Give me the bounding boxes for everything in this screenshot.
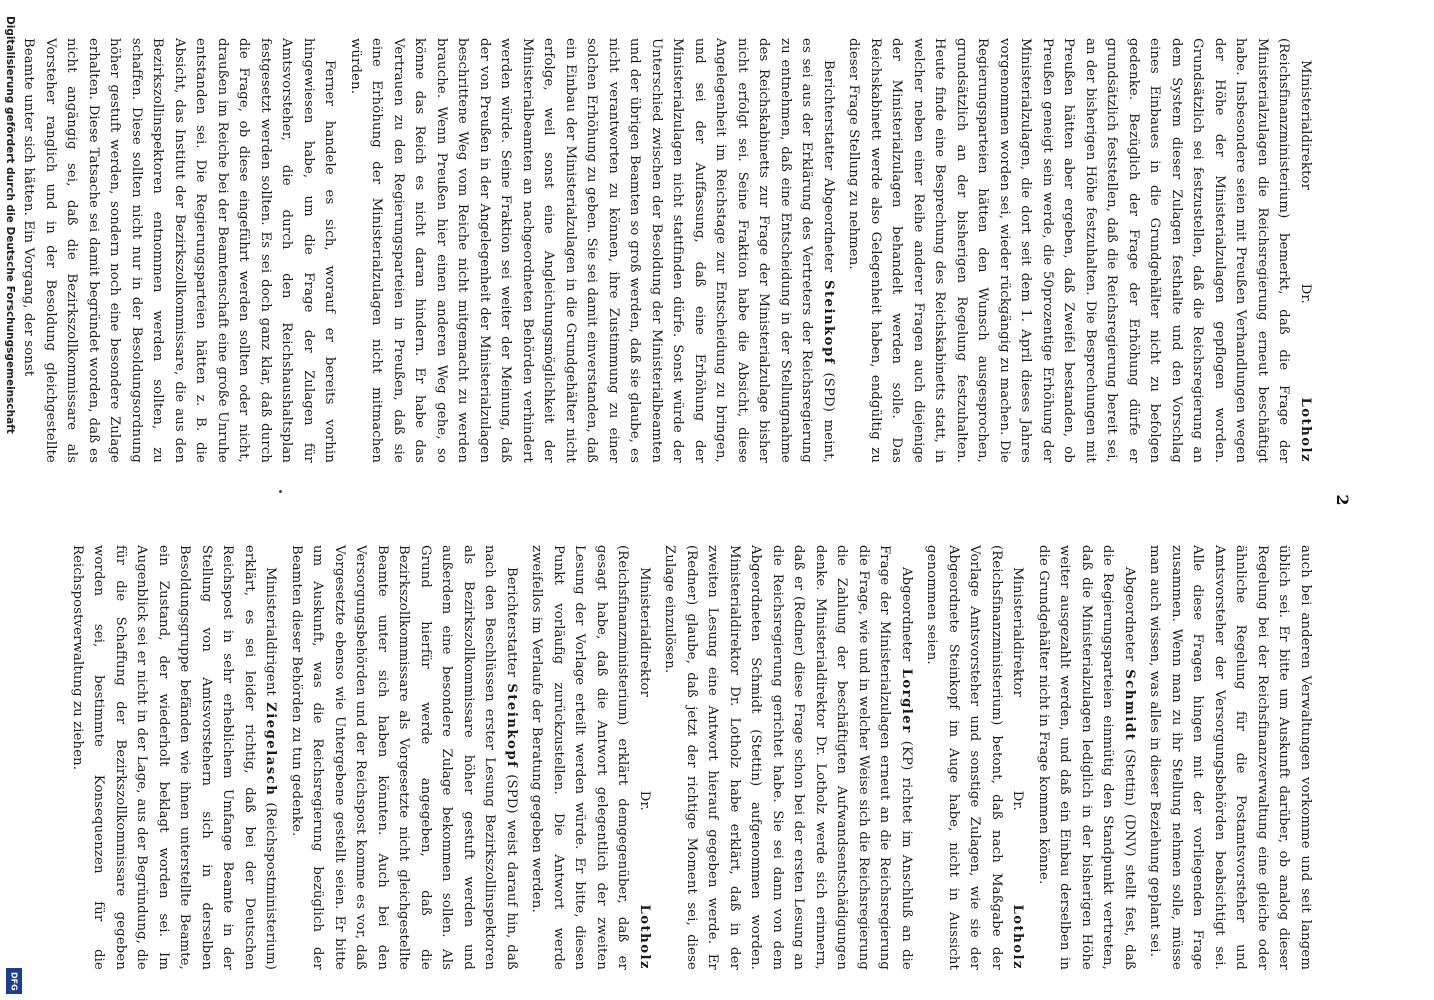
speaker-name: Steinkopf: [504, 683, 519, 769]
speaker-name: Lotholz: [1010, 904, 1026, 970]
paragraph-text: (Reichsfinanzministerium) betont, daß nach Maßgabe der Vorlage Amtsvorsteher und sonstige Zulagen, wie sie der Abgeordnete Steinkopf im Auge habe, nicht in Aussicht genommen seien.: [924, 545, 1004, 970]
paragraph: [1144, 545, 1316, 970]
paragraph-text: Berichterstatter Abgeordneter: [821, 60, 836, 280]
paragraph: [526, 545, 655, 970]
paragraph-text: (Reichsfinanzministerium) erklärt demgegenüber, daß er gesagt habe, daß die Antwort gelegentlich der zweiten Lesung der Vorlage erteilt werden würde. Er bitte, diesen Punkt vorläufig zurückzustellen. Die Antwort werde zweifellos im Verlaufe der Beratung gegeben werden.: [529, 545, 631, 970]
paragraph-text: (Reichsfinanzministerium) bemerkt, daß die Frage der Ministerialzulagen die Reichsregierung erneut beschäftigt habe. Insbesondere seien mit Preußen Verhandlungen wegen der Höhe der Ministerialzulagen gepflogen worden. Grundsätzlich sei festzustellen, daß die Reichsregierung an dem System dieser Zulagen festhalte und den Vorschlag eines Einbaues in die Grundgehälter nicht zu befolgen gedenke. Bezüglich der Frage der Erhöhung dürfe er grundsätzlich feststellen, daß die Reichsregierung bereit sei, an der bisherigen Höhe festzuhalten. Die Besprechungen mit Preußen hätten aber ergeben, daß Zweifel bestanden, ob Preußen geneigt sein werde, die 50prozentige Erhöhung der Ministerialzulagen, die dort seit dem 1. April dieses Jahres vorgenommen worden sei, wieder rückgängig zu machen. Die Regierungsparteien hätten den Wunsch ausgesprochen, grundsätzlich an der bisherigen Regelung festzuhalten. Heute finde eine Besprechung des Reichskabinetts statt, in welcher neben einer Reihe anderer Fragen auch diejenige der Ministerialzulagen behandelt werden solle. Das Reichskabinett werde also Gelegenheit haben, endgültig zu dieser Frage Stellung zu nehmen.: [846, 38, 1292, 463]
paragraph-text: Ministerialdirigent: [263, 567, 279, 703]
text-column-left: [21, 38, 1316, 463]
speaker-name: Lorgler: [899, 668, 914, 734]
speaker-name: Steinkopf: [821, 279, 836, 365]
paragraph-text: Berichterstatter: [504, 567, 519, 684]
paragraph: [345, 38, 840, 463]
page-number: 2: [1333, 494, 1352, 506]
paragraph-text: Ferner handele es sich, worauf er bereits vorhin hingewiesen habe, um die Frage der Zulagen für Amtsvorsteher, die durch den Reichshaushaltsplan festgesetzt werden sollten. Es sei doch ganz klar, daß durch die Frage, ob diese eingeführt werden sollten oder nicht, draußen im Reiche bei der Beamtenschaft eine große Unruhe entstanden sei. Die Regierungsparteien hätten z. B. die Absicht, das Institut der Bezirkszollkommissare, die aus den Bezirkszollinspektoren entnommen werden sollten, zu schaffen. Diese sollten nicht nur in der Besoldungsordnung höher gestuft werden, sondern noch eine besondere Zulage erhalten. Diese Tatsache sei damit begründet worden, daß es nicht angängig sei, daß die Bezirkszollkommissare als Vorsteher ranglich und in der Besoldung gleichgestellte Beamte unter sich hätten. Ein Vorgang, der sonst: [21, 38, 338, 463]
text-column-right: [70, 545, 1316, 971]
paragraph-text: (SPD) weist darauf hin, daß nach den Beschlüssen erster Lesung Bezirkszollinspektoren als Bezirkszollkommissare höher gestuft werden und außerdem eine besondere Zulage bekommen sollen. Als Grund hierfür werde angegeben, daß die Bezirkszollkommissare als Vorgesetzte nicht gleichgestellte Beamte unter sich haben könnten. Auch bei den Versorgungsbehörden und der Reichspost komme es vor, daß Vorgesetzte ebenso wie Untergebene gestellt seien. Er bitte um Auskunft, was die Reichsregierung bezüglich der Beamten dieser Behörden zu tun gedenke.: [289, 545, 519, 970]
paragraph-text: auch bei anderen Verwaltungen vorkomme und seit langem üblich sei. Er bitte um Auskunft darüber, ob analog dieser Regelung bei der Reichsfinanzverwaltung eine gleiche oder ähnliche Regelung für die Postamtsvorsteher und Amtsvorsteher der Versorgungsbehörden beabsichtigt sei. Alle diese Fragen hingen mit der vorliegenden Frage zusammen. Wenn man zu ihr Stellung nehmen solle, müsse man auch wissen, was alles in dieser Beziehung geplant sei.: [1147, 545, 1313, 970]
paragraph-text: (KP) richtet im Anschluß an die Frage der Ministerialzulagen erneut an die Reichsregierung die Frage, wie und in welcher Weise sich die Reichsregierung die Zahlung der beschäftigten Aufwandsentschädigungen denke. Ministerialdirektor Dr. Lotholz werde sich erinnern, daß er (Redner) diese Frage schon bei der ersten Lesung an die Reichsregierung gerichtet habe. Sie sei dann von dem Abgeordneten Schmidt (Stettin) aufgenommen worden. Ministerialdirektor Dr. Lotholz habe erklärt, daß in der zweiten Lesung eine Antwort hierauf gegeben werde. Er (Redner) glaube, daß jetzt der richtige Moment sei, diese Zulage einzulösen.: [662, 545, 914, 971]
speaker-name: Lotholz: [1298, 397, 1313, 463]
paragraph-text: (Reichspostministerium) erklärt, es sei leider richtig, daß bei der Deutschen Reichspost in sehr erheblichem Umfange Beamte in der Stellung von Amtsvorstehern sich in derselben Besoldungsgruppe befänden wie ihnen unterstellte Beamte, ein Zustand, der wiederholt beklagt worden sei. Im Augenblick sei er nicht in der Lage, aus der Begründung, die für die Schaffung der Bezirkszollkommissare gegeben worden sei, bestimmte Konsequenzen für die Reichspostverwaltung zu ziehen.: [70, 545, 279, 970]
paragraph-text: Ministerialdirektor Dr.: [637, 567, 652, 905]
speaker-name: Ziegelasch: [263, 702, 279, 797]
paragraph: [67, 545, 282, 970]
scan-speck: [279, 490, 282, 493]
digitization-credit: Digitalisierung gefördert durch die Deutsche Forschungsgemeinschaft: [4, 16, 16, 434]
digitization-footer: [2, 0, 22, 1000]
paragraph: [18, 38, 341, 463]
paragraph-text: (SPD) meint, es sei aus der Erklärung des Vertreters der Reichsregierung zu entnehmen, daß eine Entscheidung in der Stellungnahme des Reichskabinetts zur Frage der Ministerialzulage bisher nicht erfolgt sei. Seine Fraktion habe die Absicht, diese Angelegenheit im Reichstage zur Entscheidung zu bringen, und sei der Auffassung, daß eine Erhöhung der Ministerialzulagen nicht stattfinden dürfe. Sonst würde der Unterschied zwischen der Besoldung der Ministerialbeamten und der übrigen Beamten so groß werden, daß sie glaube, es nicht verantworten zu können, ihre Zustimmung zu einer solchen Erhöhung zu geben. Sie sei damit einverstanden, daß ein Einbau der Ministerialzulagen in die Grundgehälter nicht erfolge, weil sonst eine Angleichungsmöglichkeit der Ministerialbeamten an nachgeordneten Behörden verhindert werden würde. Seine Fraktion sei weiter der Meinung, daß der von Preußen in der Angelegenheit der Ministerialzulagen beschrittene Weg vom Reiche nicht mitgemacht zu werden brauche. Wenn Preußen hier einen anderen Weg gehe, so könne das Reich es nicht daran hindern. Er habe das Vertrauen zu den Regierungsparteien in Preußen, daß sie eine Erhöhung der Ministerialzulagen nicht mitmachen würden.: [348, 38, 836, 463]
paragraph: [921, 545, 1029, 970]
paragraph-text: Ministerialdirektor Dr.: [1010, 567, 1026, 905]
paragraph-text: Ministerialdirektor Dr.: [1298, 60, 1313, 398]
paragraph: [286, 545, 523, 970]
dfg-logo-icon: DFG: [6, 968, 22, 994]
paragraph: [1033, 545, 1141, 970]
paragraph: [659, 545, 917, 970]
paragraph-text: Abgeordneter: [899, 567, 914, 669]
speaker-name: Schmidt: [1122, 669, 1137, 742]
paragraph-text: (Stettin) (DNV) stellt fest, daß die Regierungsparteien einmütig den Standpunkt vertreten, daß die Ministerialzulagen lediglich in der bisherigen Höhe weiter ausgezahlt werden, und daß ein Einbau derselben in die Grundgehälter nicht in Frage kommen könne.: [1036, 545, 1137, 970]
paragraph: [843, 38, 1316, 463]
paragraph-text: Abgeordneter: [1122, 567, 1137, 670]
speaker-name: Lotholz: [637, 904, 652, 970]
